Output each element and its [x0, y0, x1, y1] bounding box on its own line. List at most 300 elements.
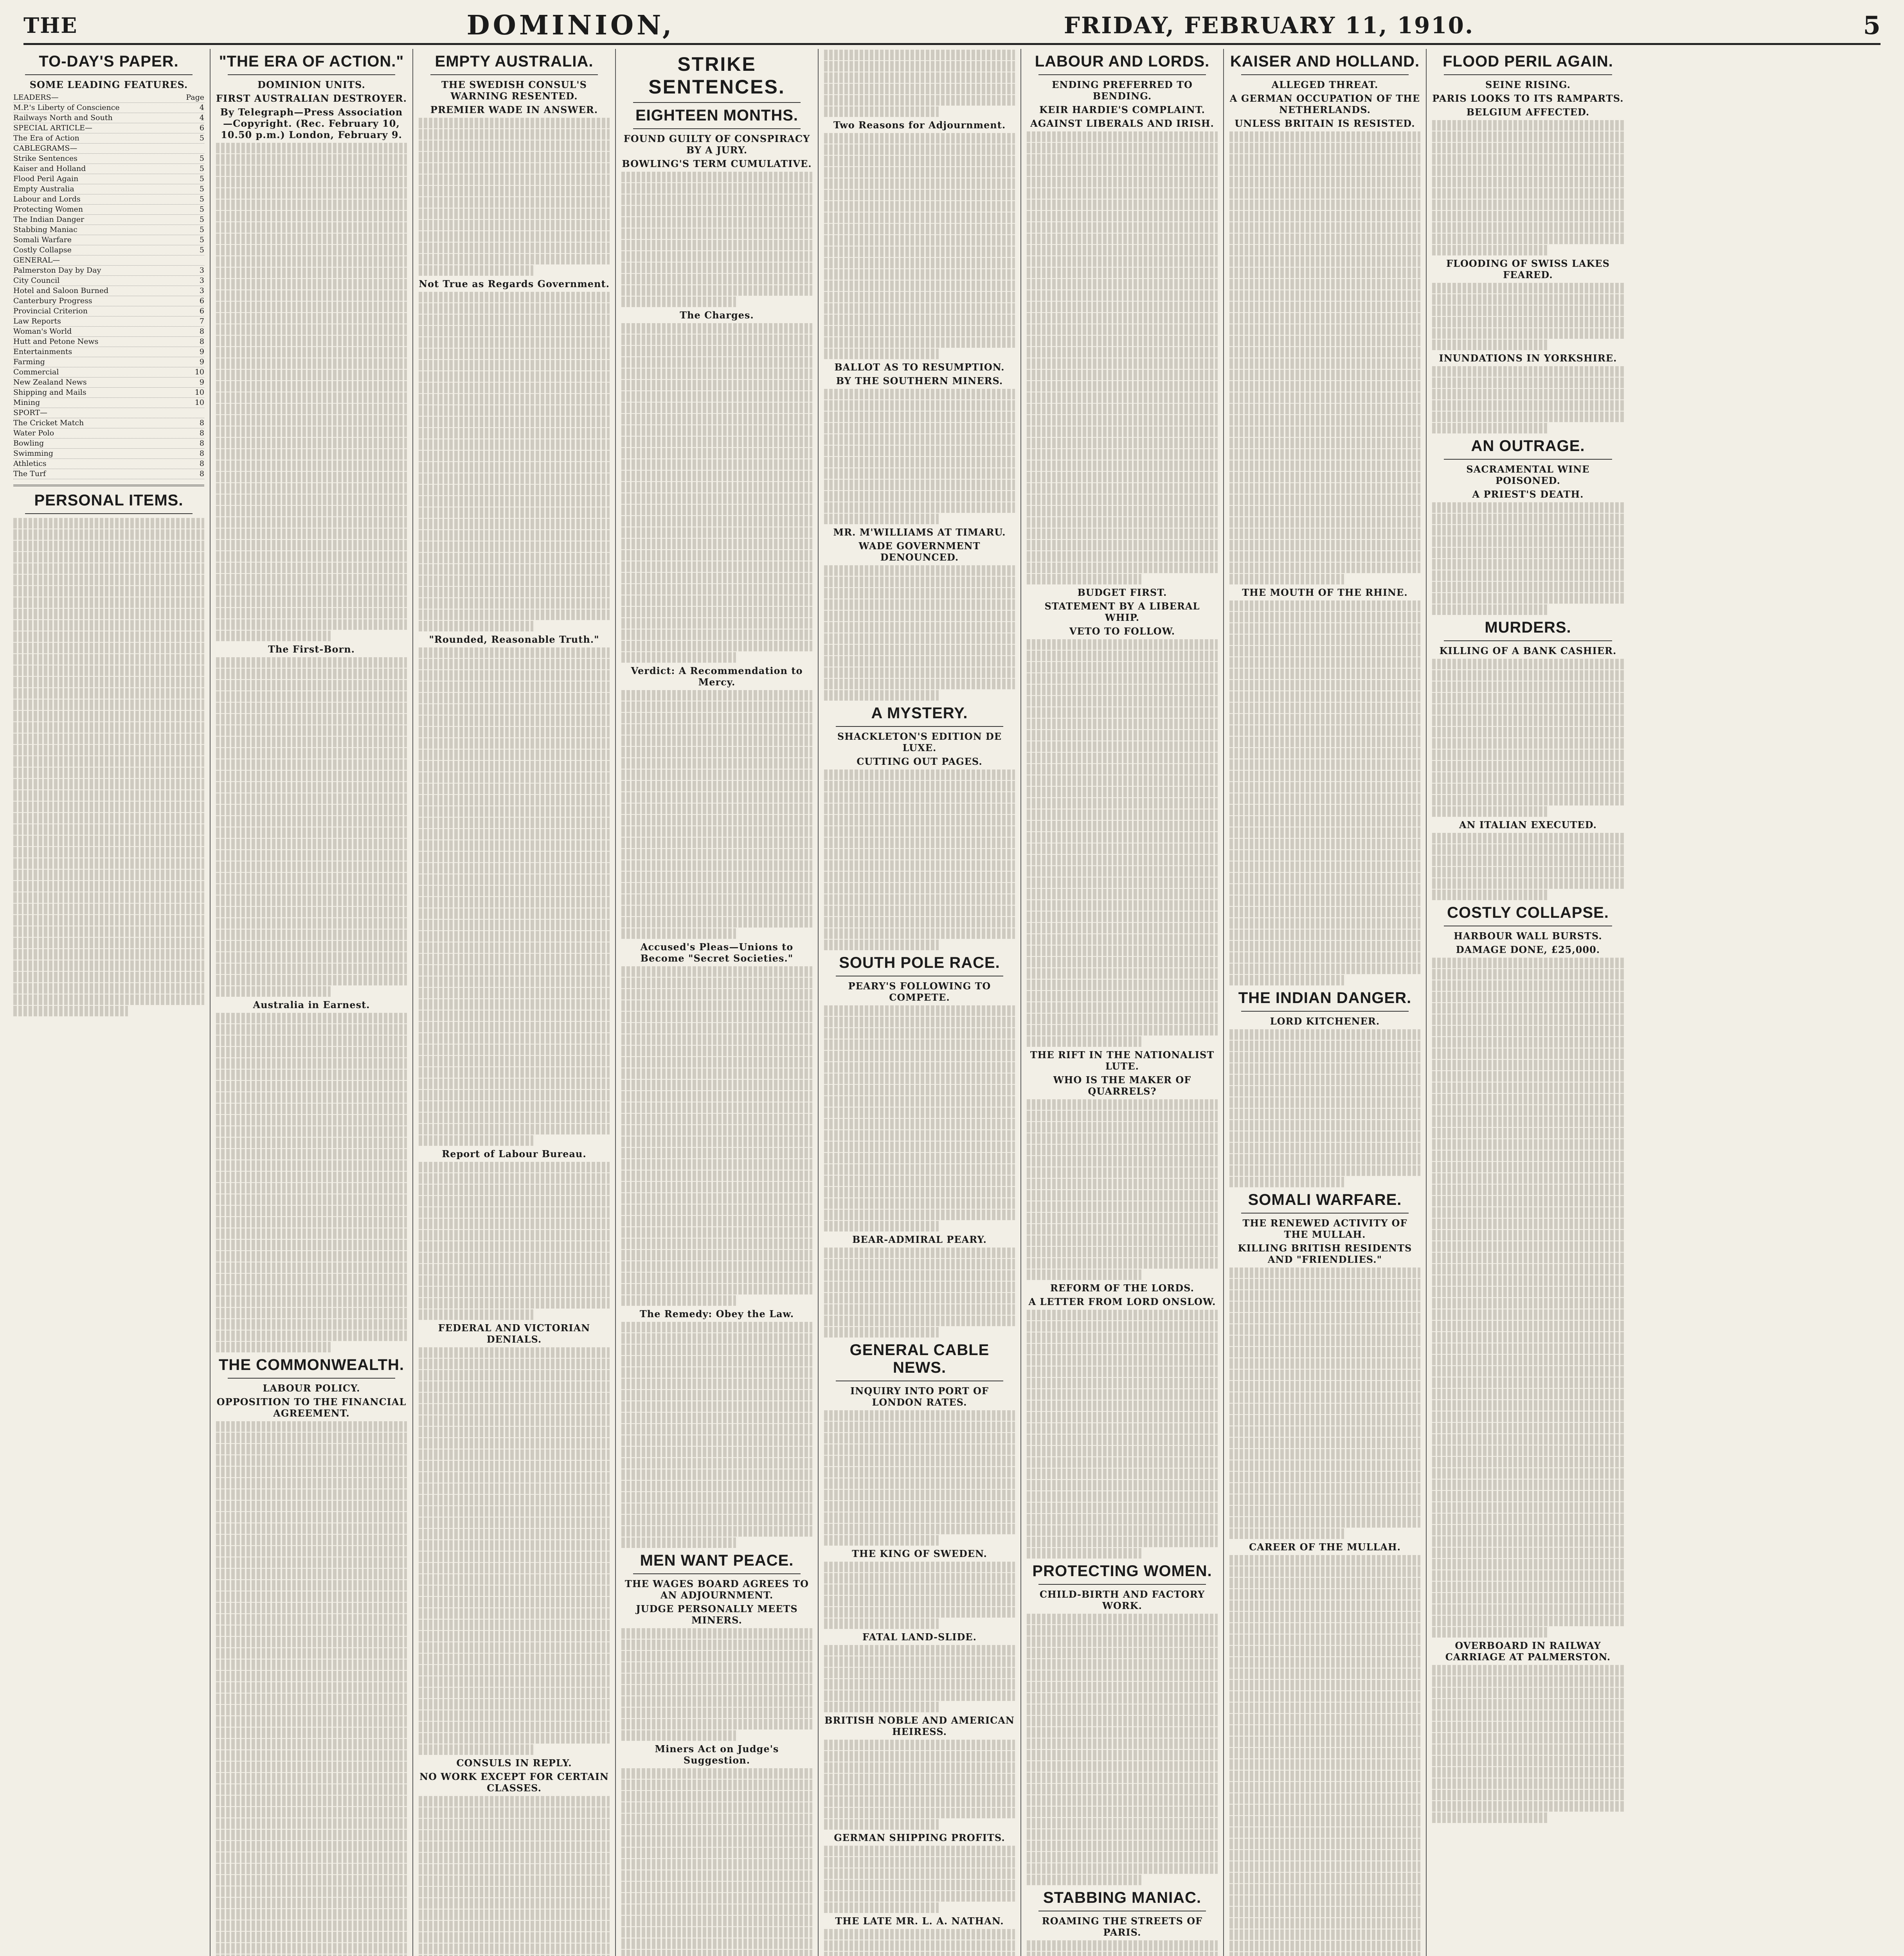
body-text-line: [419, 507, 610, 518]
body-text-line: [621, 652, 736, 663]
body-text-line: [621, 815, 812, 825]
body-text-line: [1432, 1173, 1624, 1184]
body-text-line: [621, 735, 812, 746]
body-text-line: [419, 575, 610, 586]
body-text-line: [824, 815, 1015, 825]
body-text-line: [419, 265, 533, 276]
body-text-line: [216, 680, 407, 690]
body-text-line: [621, 1802, 812, 1813]
body-text-line: [1229, 1290, 1420, 1301]
body-text-line: [1432, 245, 1547, 255]
body-text-line: [1027, 313, 1218, 324]
body-text-line: [1229, 1392, 1420, 1403]
body-text-line: [1432, 1536, 1624, 1547]
body-text-line: [621, 1379, 812, 1389]
body-text-line: [621, 1114, 812, 1124]
subheading: FEDERAL AND VICTORIAN DENIALS.: [438, 1322, 590, 1345]
body-text-line: [216, 347, 407, 358]
body-text-line: [1432, 143, 1624, 153]
body-text-line: [1027, 1659, 1218, 1670]
toc-row: [13, 408, 204, 418]
body-text-line: [1229, 952, 1420, 963]
body-text-line: [1432, 1219, 1624, 1229]
body-text-line: [621, 334, 812, 345]
body-text-line: [1432, 1812, 1547, 1823]
body-text-line: [824, 1596, 1015, 1606]
body-text-line: [1432, 1298, 1624, 1309]
body-text-line: [621, 323, 812, 334]
subheading: FLOODING OF SWISS LAKES FEARED.: [1446, 258, 1610, 280]
subheading: GERMAN SHIPPING PROFITS.: [834, 1832, 1005, 1843]
body-text-line: [1027, 200, 1218, 210]
body-text-line: [1027, 1875, 1141, 1885]
body-text-line: [621, 1401, 812, 1412]
body-text-line: [419, 473, 610, 484]
body-text-line: [419, 1219, 610, 1229]
body-text-line: [419, 1665, 610, 1676]
body-text-line: [1027, 268, 1218, 278]
body-text-line: [824, 292, 1015, 302]
body-text-line: [216, 1296, 407, 1307]
body-text-line: [1027, 877, 1218, 888]
body-text-line: [216, 1240, 407, 1250]
body-text-line: [1229, 483, 1420, 494]
subheading: BEAR-ADMIRAL PEARY.: [852, 1234, 987, 1245]
body-text-line: [1229, 1449, 1420, 1460]
body-text-line: [419, 1185, 610, 1195]
body-text-line: [1432, 1048, 1624, 1059]
toc-label: The Cricket Match: [13, 419, 84, 427]
body-text-line: [621, 1628, 812, 1639]
body-text-line: [1229, 941, 1420, 951]
body-text-line: [216, 222, 407, 233]
body-text-line: [1229, 1460, 1420, 1471]
toc-row: [13, 459, 204, 469]
toc-label: Stabbing Maniac: [13, 225, 77, 234]
body-text-line: [1229, 714, 1420, 725]
body-text-line: [1229, 1691, 1420, 1702]
body-text-line: [1432, 1139, 1624, 1150]
body-text-line: [1432, 1196, 1624, 1206]
body-text-line: [1027, 798, 1218, 809]
body-text-line: [216, 1932, 407, 1942]
body-text-line: [1027, 1503, 1218, 1513]
toc-label: Hutt and Petone News: [13, 337, 99, 346]
body-text-line: [1027, 494, 1218, 505]
body-text-line: [824, 423, 1015, 433]
body-text-line: [621, 1390, 812, 1400]
body-text-line: [1027, 1133, 1218, 1144]
body-text-line: [824, 1562, 1015, 1572]
body-text-line: [216, 404, 407, 414]
body-text-line: [419, 1101, 610, 1112]
body-text-line: [621, 894, 812, 905]
subheading: DOMINION UNITS.: [257, 79, 365, 90]
body-text-line: [216, 929, 407, 940]
body-text-line: [621, 1413, 812, 1423]
body-text-line: [419, 988, 610, 998]
toc-row: [13, 398, 204, 408]
toc-row: [13, 103, 204, 113]
toc-row: [13, 439, 204, 449]
body-text-line: [621, 690, 812, 701]
body-text-line: [824, 84, 1015, 94]
body-text-line: [621, 1780, 812, 1790]
rule: [228, 1378, 395, 1379]
body-text-line: [216, 1625, 407, 1636]
body-text-line: [1432, 693, 1624, 703]
toc-row: [13, 327, 204, 337]
body-text-line: [13, 847, 204, 858]
masthead-title: DOMINION,: [466, 10, 675, 41]
toc-label: GENERAL—: [13, 256, 60, 264]
body-text-line: [1229, 1861, 1420, 1872]
toc-label: Swimming: [13, 449, 53, 458]
toc-page: 8: [199, 459, 204, 468]
body-text-line: [216, 1013, 407, 1023]
body-text-line: [216, 1580, 407, 1591]
body-text-line: [419, 485, 610, 495]
body-text-line: [1027, 1750, 1218, 1760]
body-text-line: [216, 1546, 407, 1557]
body-text-line: [13, 677, 204, 687]
body-text-line: [1432, 1790, 1624, 1800]
body-text-line: [1229, 404, 1420, 414]
body-text-line: [419, 1841, 610, 1852]
body-text-line: [824, 565, 1015, 576]
toc-page: 10: [194, 398, 204, 407]
body-text-line: [621, 747, 812, 757]
body-text-line: [419, 863, 610, 874]
body-text-line: [419, 519, 610, 529]
body-text-line: [621, 573, 812, 583]
body-text-line: [13, 575, 204, 585]
toc-label: CABLEGRAMS—: [13, 144, 77, 153]
body-text-line: [1229, 1438, 1420, 1448]
body-text-line: [419, 897, 610, 908]
body-text-line: [824, 133, 1015, 144]
body-text-line: [1229, 1816, 1420, 1827]
body-text-line: [1432, 856, 1624, 866]
body-text-line: [621, 493, 812, 504]
body-text-line: [216, 1750, 407, 1761]
body-text-line: [621, 1023, 812, 1034]
subheading: A LETTER FROM LORD ONSLOW.: [1028, 1296, 1216, 1307]
body-text-line: [824, 1819, 939, 1830]
body-text-line: [216, 1705, 407, 1715]
body-text-line: [1027, 381, 1218, 392]
body-text-line: [419, 174, 610, 185]
body-text-line: [1432, 1480, 1624, 1490]
body-text-line: [1432, 1332, 1624, 1343]
headline: SOUTH POLE RACE.: [839, 954, 1000, 971]
body-text-line: [621, 1662, 812, 1673]
body-text-line: [1027, 1761, 1218, 1772]
body-text-line: [824, 326, 1015, 336]
body-text-line: [1027, 1156, 1218, 1167]
body-text-line: [1229, 1827, 1420, 1838]
toc-page: 10: [194, 368, 204, 376]
body-text-line: [216, 816, 407, 827]
toc-row: [13, 316, 204, 327]
toc-row: [13, 154, 204, 164]
body-text-line: [1027, 809, 1218, 820]
body-text-line: [216, 154, 407, 165]
body-text-line: [1229, 1952, 1420, 1956]
body-text-line: [824, 389, 1015, 399]
body-text-line: [419, 1173, 610, 1184]
body-text-line: [1432, 1082, 1624, 1093]
body-text-line: [824, 1028, 1015, 1039]
body-text-line: [1229, 313, 1420, 324]
body-text-line: [1027, 1727, 1218, 1738]
body-text-line: [824, 1062, 1015, 1073]
body-text-line: [13, 518, 204, 529]
body-text-line: [1229, 1566, 1420, 1577]
body-text-line: [1229, 816, 1420, 827]
subheading: "Rounded, Reasonable Truth.": [429, 634, 599, 645]
body-text-line: [621, 391, 812, 402]
body-text-line: [1229, 1907, 1420, 1917]
body-text-line: [419, 1819, 610, 1829]
toc-page: 6: [199, 297, 204, 305]
body-text-line: [216, 907, 407, 917]
masthead: [23, 8, 1881, 45]
body-text-line: [419, 874, 610, 885]
body-text-line: [621, 1768, 812, 1779]
body-text-line: [216, 1898, 407, 1908]
body-text-line: [1229, 1063, 1420, 1074]
body-text-line: [621, 758, 812, 769]
body-text-line: [621, 285, 812, 296]
body-text-line: [1432, 727, 1624, 737]
body-text-line: [824, 1490, 1015, 1500]
body-text-line: [419, 197, 610, 208]
headline: THE COMMONWEALTH.: [219, 1356, 404, 1374]
body-text-line: [1432, 1756, 1624, 1766]
body-text-line: [621, 1859, 812, 1870]
body-text-line: [621, 1080, 812, 1090]
body-text-line: [419, 1864, 610, 1875]
subheading: BUDGET FIRST.: [1077, 587, 1167, 598]
body-text-line: [1027, 415, 1218, 426]
subheading: WADE GOVERNMENT DENOUNCED.: [858, 540, 981, 563]
body-text-line: [1229, 211, 1420, 221]
rule: [25, 513, 193, 514]
body-text-line: [419, 1517, 610, 1528]
subheading: The Charges.: [680, 309, 754, 321]
headline: EIGHTEEN MONTHS.: [635, 107, 799, 124]
body-text-line: [1229, 669, 1420, 679]
body-text-line: [419, 1264, 610, 1275]
toc-page: Page: [186, 93, 204, 102]
rule: [1444, 640, 1612, 641]
subheading: Accused's Pleas—Unions to Become "Secret Societies.": [640, 941, 794, 964]
body-text-line: [1432, 1502, 1624, 1513]
subheading: THE RIFT IN THE NATIONALIST LUTE.: [1030, 1049, 1215, 1072]
body-text-line: [1432, 681, 1624, 692]
body-text-line: [621, 1250, 812, 1260]
body-text-line: [419, 999, 610, 1010]
body-text-line: [1432, 784, 1624, 794]
body-text-line: [1432, 1604, 1624, 1615]
subheading: Report of Labour Bureau.: [442, 1148, 587, 1160]
body-text-line: [419, 1875, 610, 1886]
body-text-line: [216, 1308, 407, 1318]
body-text-line: [1432, 378, 1624, 388]
body-text-line: [1432, 412, 1624, 422]
body-text-line: [1432, 878, 1624, 889]
body-text-line: [1229, 1941, 1420, 1951]
body-text-line: [1229, 381, 1420, 392]
body-text-line: [621, 1950, 812, 1956]
body-text-line: [13, 994, 204, 1005]
rule: [430, 74, 598, 75]
body-text-line: [419, 1309, 533, 1320]
body-text-line: [824, 491, 1015, 502]
body-text-line: [419, 1135, 533, 1146]
body-text-line: [419, 1415, 610, 1426]
body-text-line: [1027, 1025, 1218, 1036]
body-text-line: [216, 381, 407, 392]
body-text-line: [419, 1887, 610, 1897]
body-text-line: [1027, 1122, 1218, 1133]
body-text-line: [216, 1092, 407, 1103]
body-text-line: [1229, 1703, 1420, 1713]
body-text-line: [824, 1422, 1015, 1432]
body-text-line: [1432, 1744, 1624, 1755]
body-text-line: [216, 1886, 407, 1897]
body-text-line: [419, 1196, 610, 1206]
body-text-line: [1027, 1716, 1218, 1726]
body-text-line: [1027, 1480, 1218, 1490]
body-text-line: [13, 711, 204, 721]
body-text-line: [1229, 449, 1420, 460]
toc-page: 5: [199, 236, 204, 244]
toc-label: Shipping and Mails: [13, 388, 86, 397]
body-text-line: [621, 471, 812, 481]
toc-page: 5: [199, 185, 204, 193]
body-text-line: [824, 1187, 1015, 1197]
body-text-line: [419, 1370, 610, 1381]
body-text-line: [824, 1702, 939, 1712]
body-text-line: [419, 806, 610, 817]
headline: SOMALI WARFARE.: [1248, 1191, 1402, 1208]
column-3: [413, 49, 616, 1956]
body-text-line: [1229, 839, 1420, 849]
body-text-line: [216, 861, 407, 872]
body-text-line: [419, 942, 610, 953]
body-text-line: [1432, 1105, 1624, 1116]
body-text-line: [216, 551, 407, 562]
body-text-line: [216, 737, 407, 747]
body-text-line: [1432, 659, 1624, 669]
body-text-line: [621, 1685, 812, 1695]
body-text-line: [1229, 563, 1420, 573]
body-text-line: [621, 380, 812, 390]
body-text-line: [1229, 324, 1420, 335]
body-text-line: [419, 1586, 610, 1596]
body-text-line: [216, 1081, 407, 1091]
body-text-line: [824, 1316, 1015, 1326]
body-text-line: [621, 872, 812, 882]
body-text-line: [1027, 1179, 1218, 1189]
body-text-line: [621, 1239, 812, 1249]
body-text-line: [419, 541, 610, 552]
body-text-line: [13, 768, 204, 778]
body-text-line: [1027, 900, 1218, 911]
body-text-line: [621, 1345, 812, 1355]
body-text-line: [1432, 165, 1624, 176]
subheading: The Remedy: Obey the Law.: [639, 1308, 794, 1320]
body-text-line: [1229, 1737, 1420, 1747]
body-text-line: [1027, 866, 1218, 877]
body-text-line: [824, 1130, 1015, 1141]
body-text-line: [1027, 1145, 1218, 1155]
body-text-line: [419, 564, 610, 575]
body-text-line: [1027, 1636, 1218, 1647]
body-text-line: [216, 392, 407, 403]
body-text-line: [419, 738, 610, 749]
body-text-line: [216, 1762, 407, 1772]
body-text-line: [1027, 347, 1218, 358]
body-text-line: [1432, 536, 1624, 547]
body-text-line: [1229, 1600, 1420, 1611]
toc-page: 3: [199, 276, 204, 285]
body-text-line: [1432, 806, 1547, 817]
body-text-line: [824, 1645, 1015, 1656]
body-text-line: [1432, 1241, 1624, 1252]
toc-row: [13, 235, 204, 245]
body-text-line: [824, 156, 1015, 166]
body-text-line: [13, 779, 204, 789]
subheading: CONSULS IN REPLY.: [456, 1757, 572, 1769]
toc-label: Palmerston Day by Day: [13, 266, 101, 275]
body-text-line: [419, 439, 610, 450]
body-text-line: [1229, 1657, 1420, 1668]
body-text-line: [216, 1909, 407, 1920]
subheading: Australia in Earnest.: [253, 999, 370, 1010]
body-text-line: [1229, 1895, 1420, 1906]
body-text-line: [1432, 1321, 1624, 1331]
body-text-line: [1027, 1002, 1218, 1013]
subheading: LORD KITCHENER.: [1270, 1016, 1380, 1027]
body-text-line: [1229, 600, 1420, 611]
toc-label: Law Reports: [13, 317, 61, 325]
body-text-line: [216, 1455, 407, 1466]
body-text-line: [13, 790, 204, 801]
body-text-line: [621, 1273, 812, 1283]
body-text-line: [824, 781, 1015, 791]
body-text-line: [216, 608, 407, 618]
body-text-line: [216, 1058, 407, 1069]
body-text-line: [1027, 639, 1218, 650]
toc-row: [13, 418, 204, 428]
body-text-line: [1432, 1676, 1624, 1687]
body-text-line: [824, 1410, 1015, 1421]
body-text-line: [1027, 574, 1141, 584]
body-text-line: [1027, 165, 1218, 176]
body-text-line: [216, 483, 407, 494]
body-text-line: [216, 850, 407, 861]
body-text-line: [1027, 1537, 1218, 1547]
body-text-line: [419, 1404, 610, 1415]
body-text-line: [13, 552, 204, 563]
toc-label: Strike Sentences: [13, 154, 77, 163]
subheading: KEIR HARDIE'S COMPLAINT.: [1039, 104, 1205, 115]
body-text-line: [1229, 1884, 1420, 1895]
body-text-line: [1229, 680, 1420, 690]
